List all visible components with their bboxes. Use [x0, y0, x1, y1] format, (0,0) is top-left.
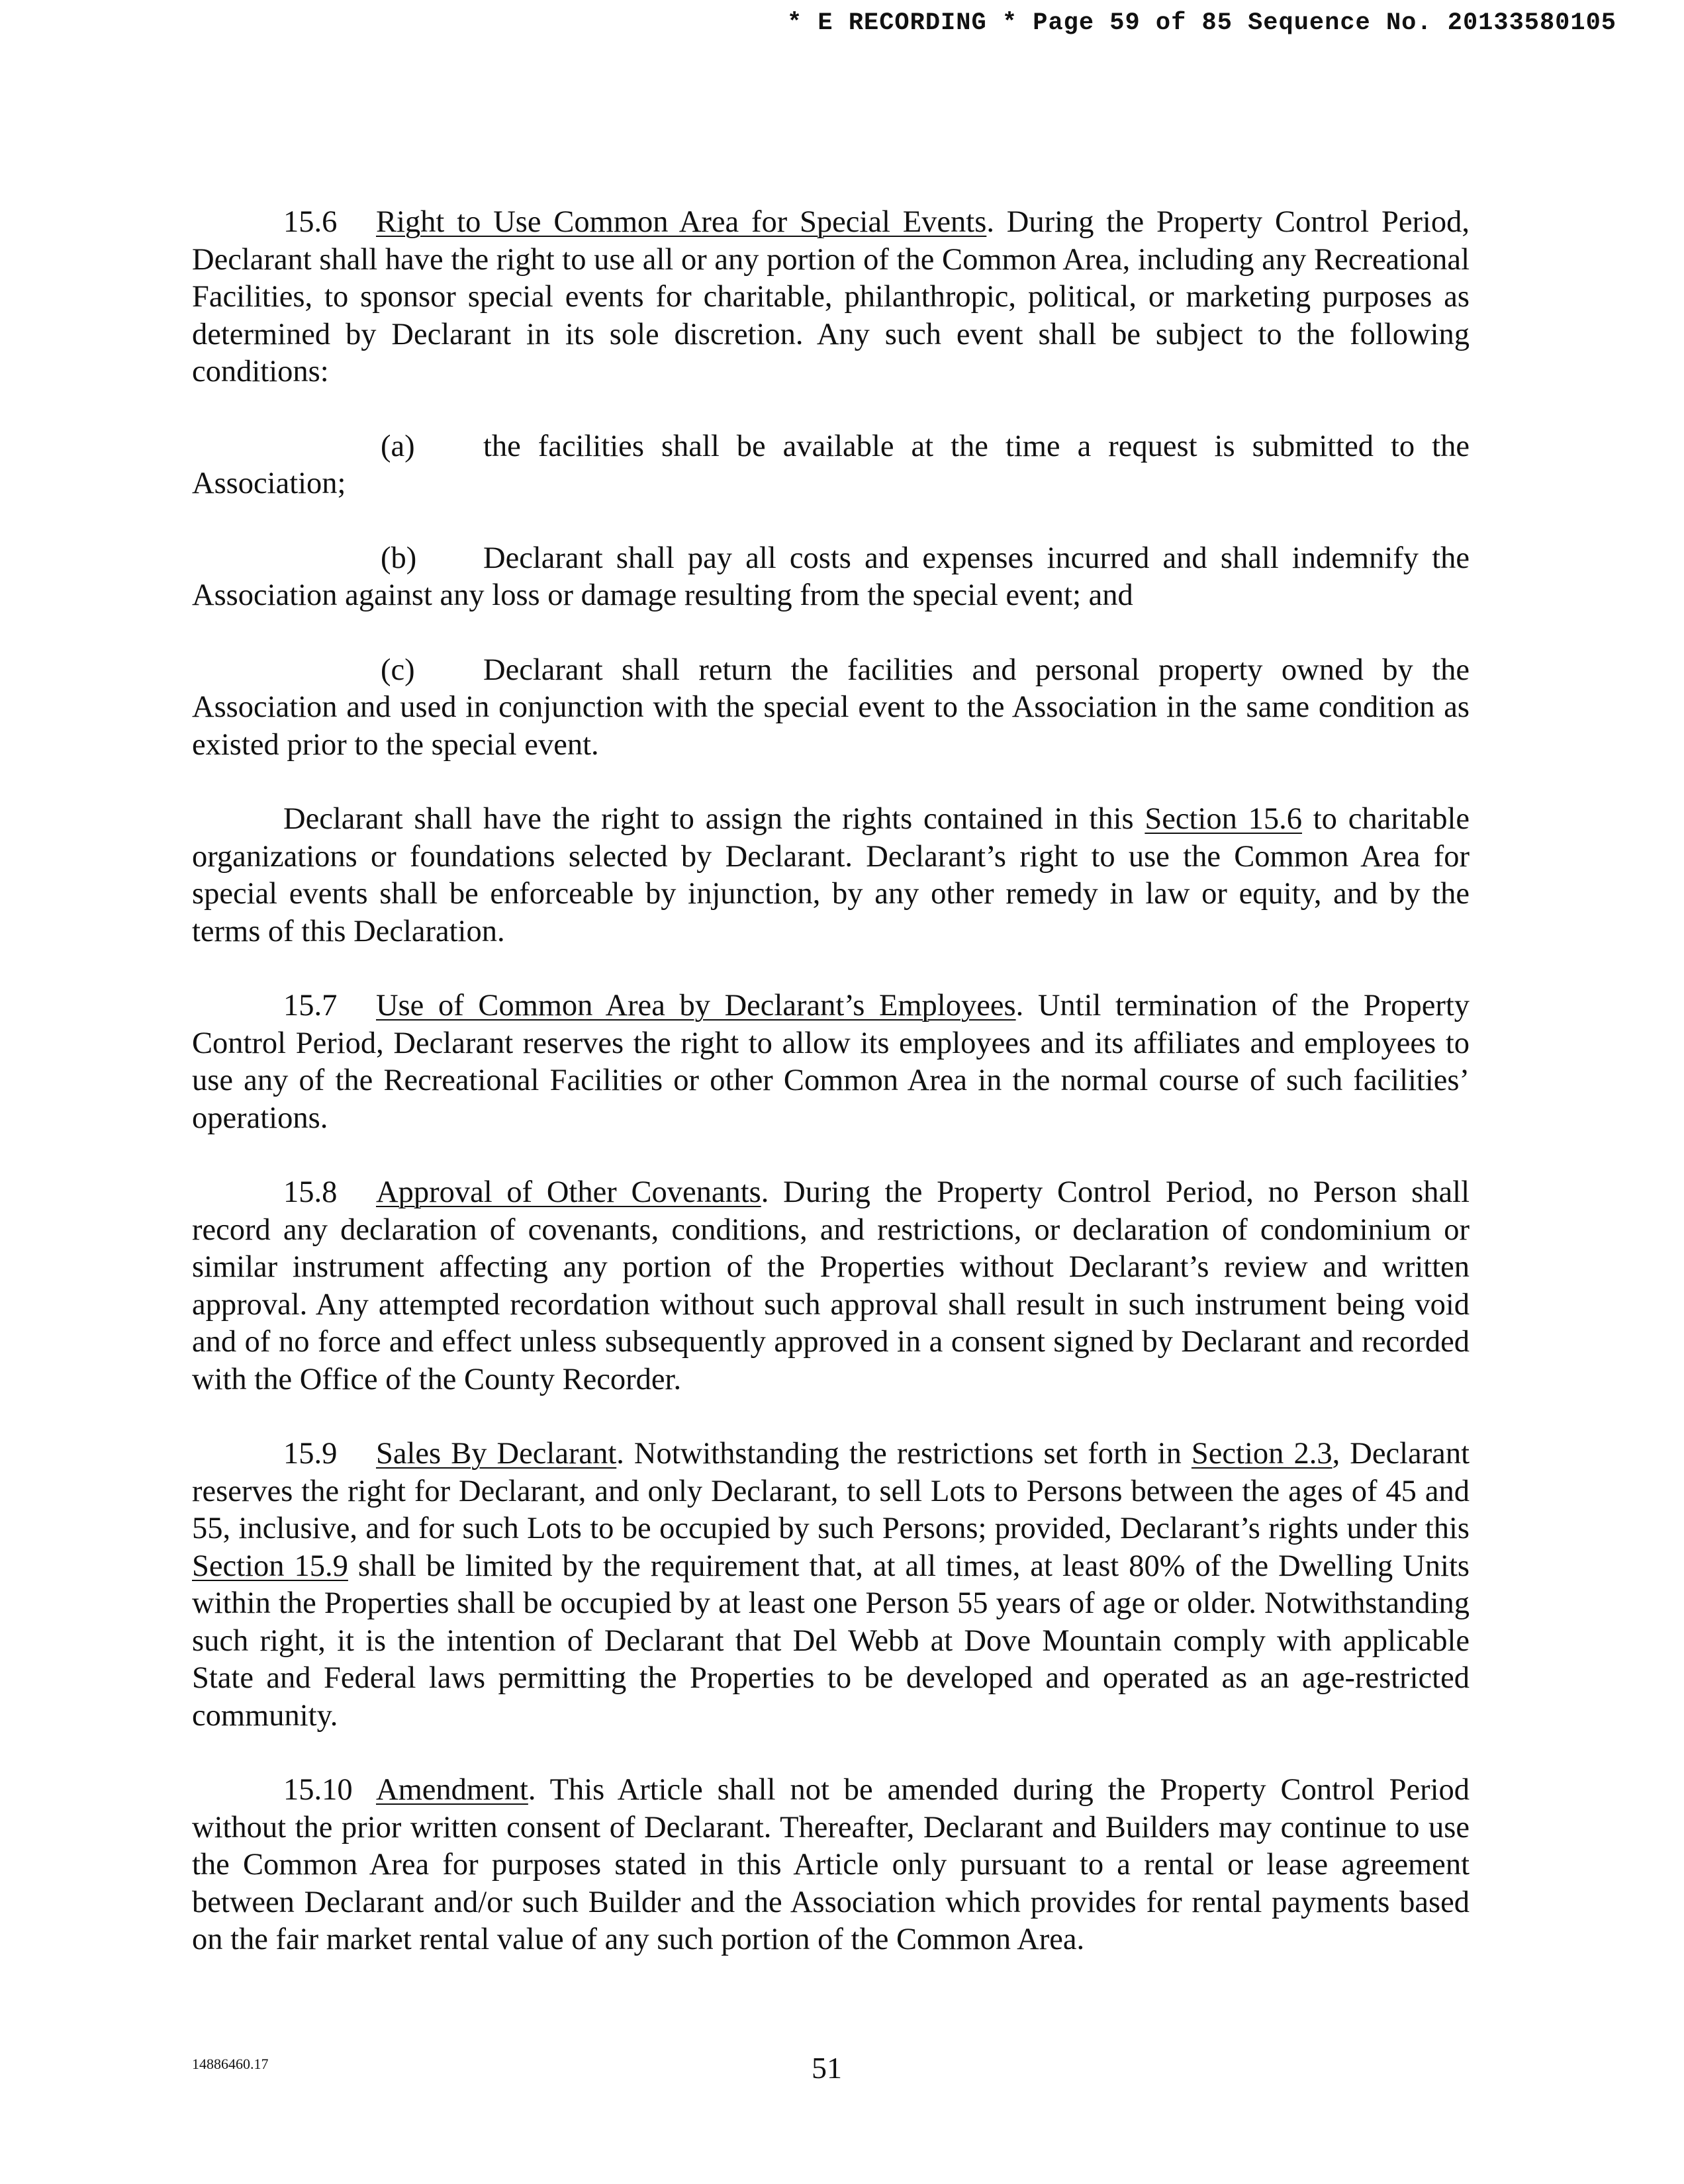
condition-label: (b) — [381, 541, 417, 575]
section-text: . Until termination of the Property Control Period, Declarant reserves the right to allow its employees and its affiliates and employees to use any of the Recreational Facilities or other Common Area in the normal course of such facilities’ operations. — [192, 989, 1470, 1135]
assignment-paragraph — [192, 801, 1470, 950]
condition-b — [192, 540, 1470, 615]
document-id: 14886460.17 — [192, 2056, 269, 2072]
section-title: Right to Use Common Area for Special Events — [376, 205, 987, 239]
section-15-6 — [192, 204, 1470, 391]
section-number: 15.8 — [283, 1175, 338, 1209]
section-number: 15.6 — [283, 205, 338, 239]
condition-label: (a) — [381, 429, 415, 463]
section-title: Sales By Declarant — [376, 1437, 617, 1471]
section-15-8 — [192, 1174, 1470, 1398]
section-title: Use of Common Area by Declarant’s Employees — [376, 989, 1016, 1023]
section-reference: Section 15.6 — [1145, 802, 1302, 836]
section-15-7 — [192, 987, 1470, 1137]
recording-header: * E RECORDING * Page 59 of 85 Sequence No. 20133580105 — [787, 9, 1616, 37]
condition-text: Declarant shall pay all costs and expenses incurred and shall indemnify the Association against any loss or damage resulting from the special event; and — [192, 541, 1470, 612]
section-reference: Section 15.9 — [192, 1549, 348, 1583]
section-reference: Section 2.3 — [1191, 1437, 1333, 1471]
assignment-text: to charitable organizations or foundations selected by Declarant. Declarant’s right to use the Common Area for special events shall be enforceable by injunction, by any other remedy in law or equity, and by the terms of this Declaration. — [192, 802, 1470, 948]
section-text: . During the Property Control Period, no Person shall record any declaration of covenants, conditions, and restrictions, or declaration of condominium or similar instrument affecting any portion of the Properties without Declarant’s review and written approval. Any attempted recordation without such approval shall result in such instrument being void and of no force and effect unless subsequently approved in a consent signed by Declarant and recorded with the Office of the County Recorder. — [192, 1175, 1470, 1396]
condition-a — [192, 428, 1470, 503]
document-body — [192, 204, 1470, 1959]
section-number: 15.10 — [283, 1773, 353, 1807]
condition-c — [192, 652, 1470, 764]
section-text: . During the Property Control Period, Declarant shall have the right to use all or any portion of the Common Area, including any Recreational Facilities, to sponsor special events for charitable, philanthropic, political, or marketing purposes as determined by Declarant in its sole discretion. Any such event shall be subject to the following conditions: — [192, 205, 1470, 388]
section-text: . Notwithstanding the restrictions set forth in — [616, 1437, 1192, 1471]
condition-text: the facilities shall be available at the time a request is submitted to the Association; — [192, 429, 1470, 500]
section-text: . This Article shall not be amended during the Property Control Period without the prior written consent of Declarant. Thereafter, Declarant and Builders may continue to use the Common Area for purposes stated in this Article only pursuant to a rental or lease agreement between Declarant and/or such Builder and the Association which provides for rental payments based on the fair market rental value of any such portion of the Common Area. — [192, 1773, 1470, 1956]
section-text: , Declarant reserves the right for Declarant, and only Declarant, to sell Lots to Persons between the ages of 45 and 55, inclusive, and for such Lots to be occupied by such Persons; provided, Declarant’s rights under this — [192, 1437, 1470, 1545]
assignment-text: Declarant shall have the right to assign the rights contained in this — [283, 802, 1145, 836]
section-15-9 — [192, 1435, 1470, 1735]
condition-text: Declarant shall return the facilities and personal property owned by the Association and used in conjunction with the special event to the Association in the same condition as existed prior to the special event. — [192, 653, 1470, 762]
condition-label: (c) — [381, 653, 415, 687]
section-title: Amendment — [376, 1773, 528, 1807]
section-number: 15.9 — [283, 1437, 338, 1471]
section-text: shall be limited by the requirement that, at all times, at least 80% of the Dwelling Units within the Properties shall be occupied by at least one Person 55 years of age or older. Notwithstanding such right, it is the intention of Declarant that Del Webb at Dove Mountain comply with applicable State and Federal laws permitting the Properties to be developed and operated as an age-restricted community. — [192, 1549, 1470, 1733]
page-number: 51 — [812, 2051, 842, 2085]
section-number: 15.7 — [283, 989, 338, 1023]
section-title: Approval of Other Covenants — [376, 1175, 761, 1209]
section-15-10 — [192, 1772, 1470, 1959]
